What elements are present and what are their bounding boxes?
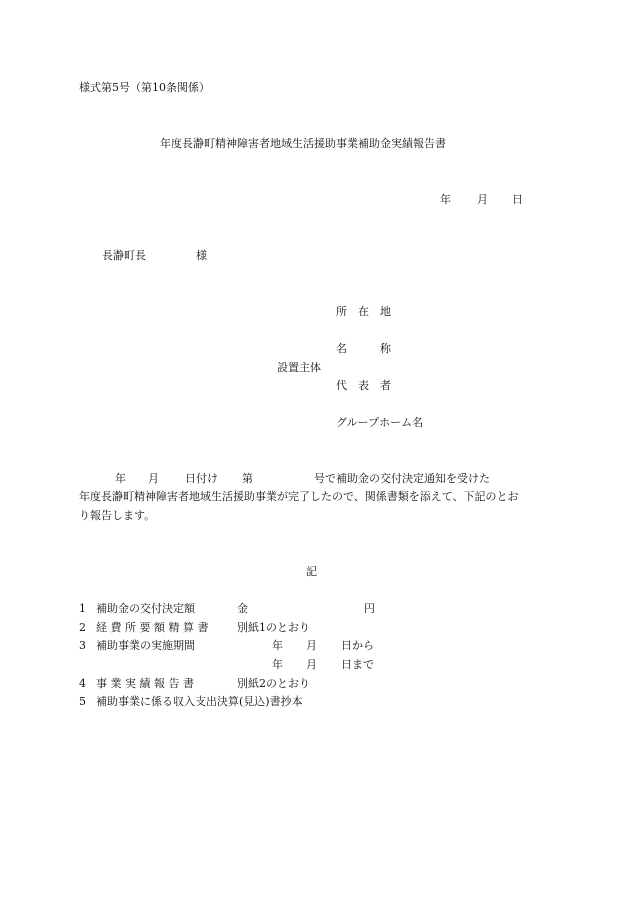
period-from-day: 日から: [341, 639, 374, 652]
period-from-month: 月: [306, 639, 317, 652]
period-to-year: 年: [272, 658, 283, 671]
document-title: 年度長瀞町精神障害者地域生活援助事業補助金実績報告書: [160, 137, 446, 150]
body-year: 年: [115, 472, 126, 485]
item-label: 補助事業に係る収入支出決算(見込)書抄本: [96, 695, 303, 708]
address-label: 所 在 地: [336, 305, 391, 318]
item-value: 別紙1のとおり: [237, 621, 310, 634]
period-to-day: 日まで: [341, 658, 374, 671]
name-label: 名 称: [336, 342, 391, 355]
item-number: 1: [79, 602, 86, 615]
date-month: 月: [477, 193, 488, 206]
form-number: 様式第5号（第10条関係）: [79, 81, 210, 94]
body-line3: り報告します。: [79, 509, 156, 522]
period-from-year: 年: [272, 639, 283, 652]
item-label: 補助事業の実施期間: [96, 639, 195, 652]
establisher-label: 設置主体: [277, 361, 321, 374]
addressee-honorific: 様: [196, 249, 207, 262]
item-label: 事 業 実 績 報 告 書: [96, 677, 194, 690]
body-line1-rest: 号で補助金の交付決定通知を受けた: [314, 472, 490, 485]
item-label: 補助金の交付決定額: [96, 602, 195, 615]
item-label: 経 費 所 要 額 精 算 書: [96, 621, 209, 634]
group-home-label: グループホーム名: [336, 416, 424, 429]
period-to-month: 月: [306, 658, 317, 671]
body-dated: 日付け: [185, 472, 218, 485]
body-no-prefix: 第: [242, 472, 253, 485]
addressee-name: 長瀞町長: [102, 249, 146, 262]
item-number: 5: [79, 695, 86, 708]
item-number: 3: [79, 639, 86, 652]
body-month: 月: [148, 472, 159, 485]
item-kin: 金: [237, 602, 248, 615]
item-yen: 円: [364, 602, 375, 615]
body-line2: 年度長瀞町精神障害者地域生活援助事業が完了したので、関係書類を添えて、下記のとお: [79, 490, 519, 503]
representative-label: 代 表 者: [336, 379, 391, 392]
date-day: 日: [512, 193, 523, 206]
date-year: 年: [440, 193, 451, 206]
item-number: 4: [79, 677, 86, 690]
item-number: 2: [79, 621, 86, 634]
item-value: 別紙2のとおり: [237, 677, 310, 690]
ki-heading: 記: [306, 565, 317, 578]
